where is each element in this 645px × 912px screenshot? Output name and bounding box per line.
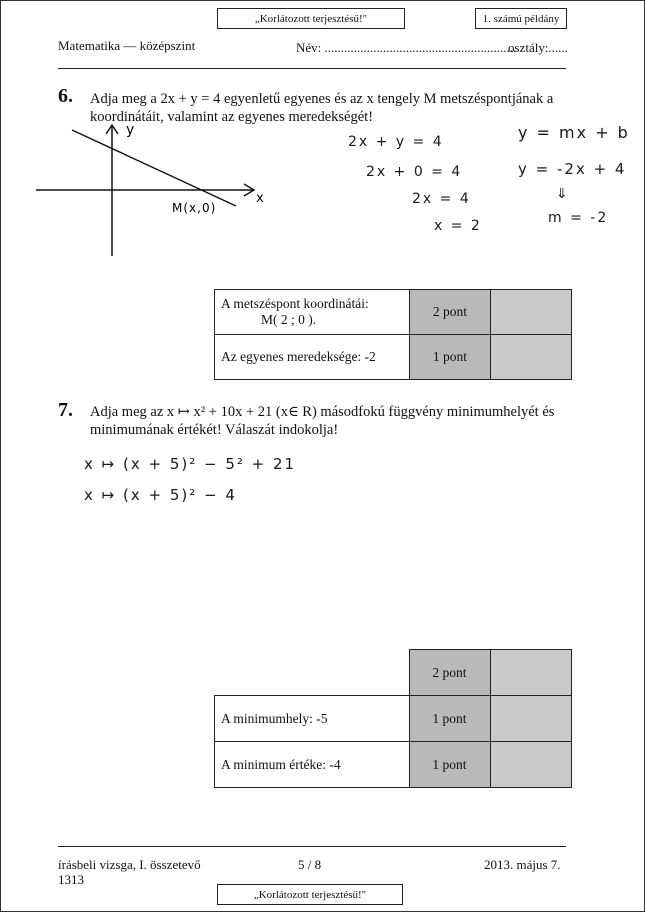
- q7-score-earned: [490, 650, 571, 696]
- q6-score-earned: [491, 335, 572, 380]
- work-right-2: y = -2x + 4: [518, 160, 627, 178]
- question-6-line1: Adja meg a 2x + y = 4 egyenletű egyenes és az x tengely M metszéspontjának a: [90, 91, 554, 107]
- q7-score-points: 1 pont: [409, 696, 490, 742]
- q7-score-row: [215, 696, 572, 742]
- x-axis-label: x: [256, 191, 264, 206]
- graph-sketch: [30, 120, 280, 260]
- q7-score-row: [215, 742, 572, 788]
- q6-score-label: [215, 290, 410, 335]
- work-line-4: x = 2: [434, 218, 482, 234]
- y-axis-label: y: [126, 122, 135, 138]
- q6-score-earned: [491, 290, 572, 335]
- q6-score-label: Az egyenes meredeksége: -2: [215, 335, 410, 380]
- q7-score-earned: [490, 742, 571, 788]
- work-right-1: y = mx + b: [518, 123, 630, 142]
- q7-score-label: A minimum értéke: -4: [215, 742, 410, 788]
- work-line-2: 2x + 0 = 4: [366, 164, 463, 180]
- q6-row1-line1: A metszéspont koordinátái:: [221, 296, 369, 311]
- name-field: Név: ...........................................................: [296, 40, 517, 55]
- question-7-text: [90, 403, 560, 439]
- footer-date: 2013. május 7.: [484, 857, 561, 872]
- q7-score-points: 2 pont: [409, 650, 490, 696]
- q7-score-points: 1 pont: [409, 742, 490, 788]
- footer-banner: „Korlátozott terjesztésű!": [217, 884, 403, 905]
- line-sketch: [72, 130, 236, 206]
- q7-work-line-2: x ↦ (x + 5)² − 4: [84, 486, 237, 504]
- footer-exam: írásbeli vizsga, I. összetevő: [58, 857, 201, 872]
- question-7-line2: minimumának értékét! Válaszát indokolja!: [90, 422, 339, 438]
- question-6-number: 6.: [58, 85, 73, 107]
- q7-work-line-1: x ↦ (x + 5)² − 5² + 21: [84, 455, 297, 473]
- class-field: osztály:......: [508, 40, 568, 55]
- header-rule: [58, 68, 566, 69]
- q6-row1-line2: M( 2 ; 0 ).: [261, 312, 317, 327]
- q7-score-table: [214, 649, 572, 788]
- question-6-line2: koordinátáit, valamint az egyenes meredekségét!: [90, 109, 374, 125]
- q6-score-table: [214, 289, 572, 380]
- q7-score-row: [215, 650, 572, 696]
- work-right-3: ⇓: [556, 186, 570, 202]
- work-line-3: 2x = 4: [412, 191, 471, 207]
- copy-label: 1. számú példány: [475, 8, 567, 29]
- q7-score-earned: [490, 696, 571, 742]
- restricted-banner: „Korlátozott terjesztésű!": [217, 8, 405, 29]
- q6-score-row: [215, 290, 572, 335]
- work-line-1: 2x + y = 4: [348, 134, 444, 150]
- footer-code: 1313: [58, 872, 84, 887]
- q6-score-row: [215, 335, 572, 380]
- q6-score-points: 2 pont: [410, 290, 491, 335]
- footer-page: 5 / 8: [298, 857, 322, 872]
- q7-score-label: A minimumhely: -5: [215, 696, 410, 742]
- point-label: M(x,0): [172, 201, 217, 215]
- q6-score-points: 1 pont: [410, 335, 491, 380]
- subject-label: Matematika — középszint: [58, 38, 196, 53]
- question-7-number: 7.: [58, 399, 73, 421]
- question-7-line1: Adja meg az x ↦ x² + 10x + 21 (x∈ R) másodfokú függvény minimumhelyét és: [90, 404, 555, 420]
- work-right-4: m = -2: [548, 210, 609, 226]
- footer-rule: [58, 846, 566, 847]
- q7-score-label: [215, 650, 410, 696]
